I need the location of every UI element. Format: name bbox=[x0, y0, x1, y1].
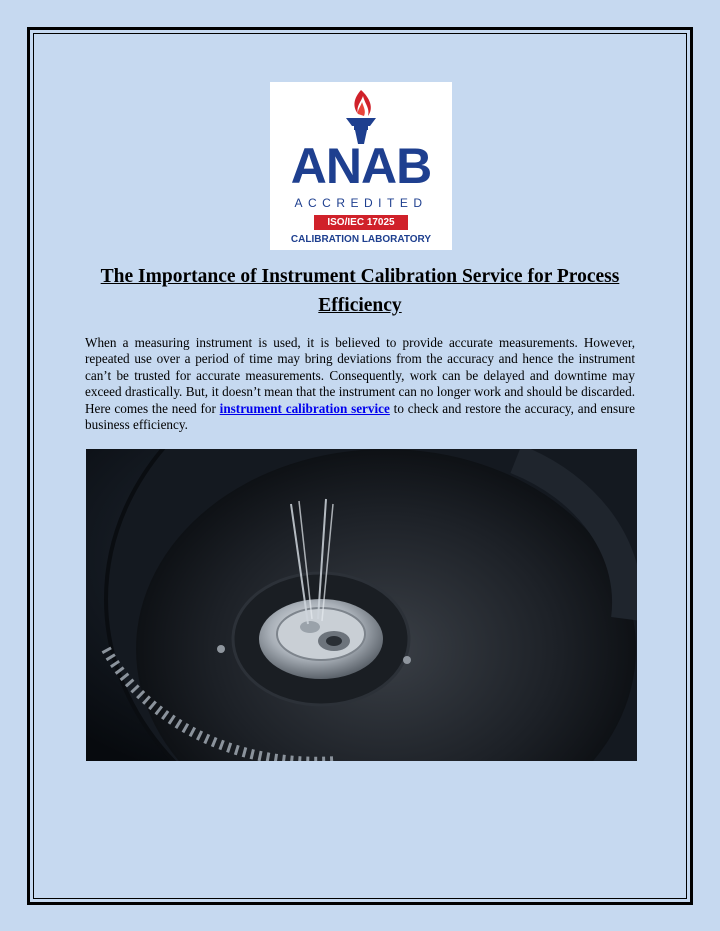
calibration-instrument-photo bbox=[86, 449, 637, 761]
torch-icon bbox=[328, 86, 394, 144]
logo-brand: ANAB bbox=[290, 138, 432, 194]
article-paragraph bbox=[85, 335, 635, 433]
logo-laboratory: CALIBRATION LABORATORY bbox=[290, 234, 432, 245]
paragraph-text-before-link: When a measuring instrument is used, it is believed to provide accurate measurements. However, repeated use over a period of time may bring deviations from the accuracy and hence the instrument can’t be trusted for accurate measurements. Consequently, work can be delayed and downtime may exceed drastically. But, it doesn’t mean that the instrument can no longer work and should be discarded. Here comes the need for bbox=[85, 335, 635, 416]
article-title: The Importance of Instrument Calibration Service for Process Efficiency bbox=[100, 266, 620, 316]
logo-accredited: ACCREDITED bbox=[294, 196, 428, 210]
calibration-service-link[interactable]: instrument calibration service bbox=[219, 400, 390, 416]
paragraph-text-after-link: to check and restore the accuracy, and ensure business efficiency. bbox=[85, 400, 635, 433]
instrument-image bbox=[86, 449, 637, 761]
anab-logo bbox=[270, 82, 452, 250]
logo-standard-badge: ISO/IEC 17025 bbox=[314, 215, 408, 230]
